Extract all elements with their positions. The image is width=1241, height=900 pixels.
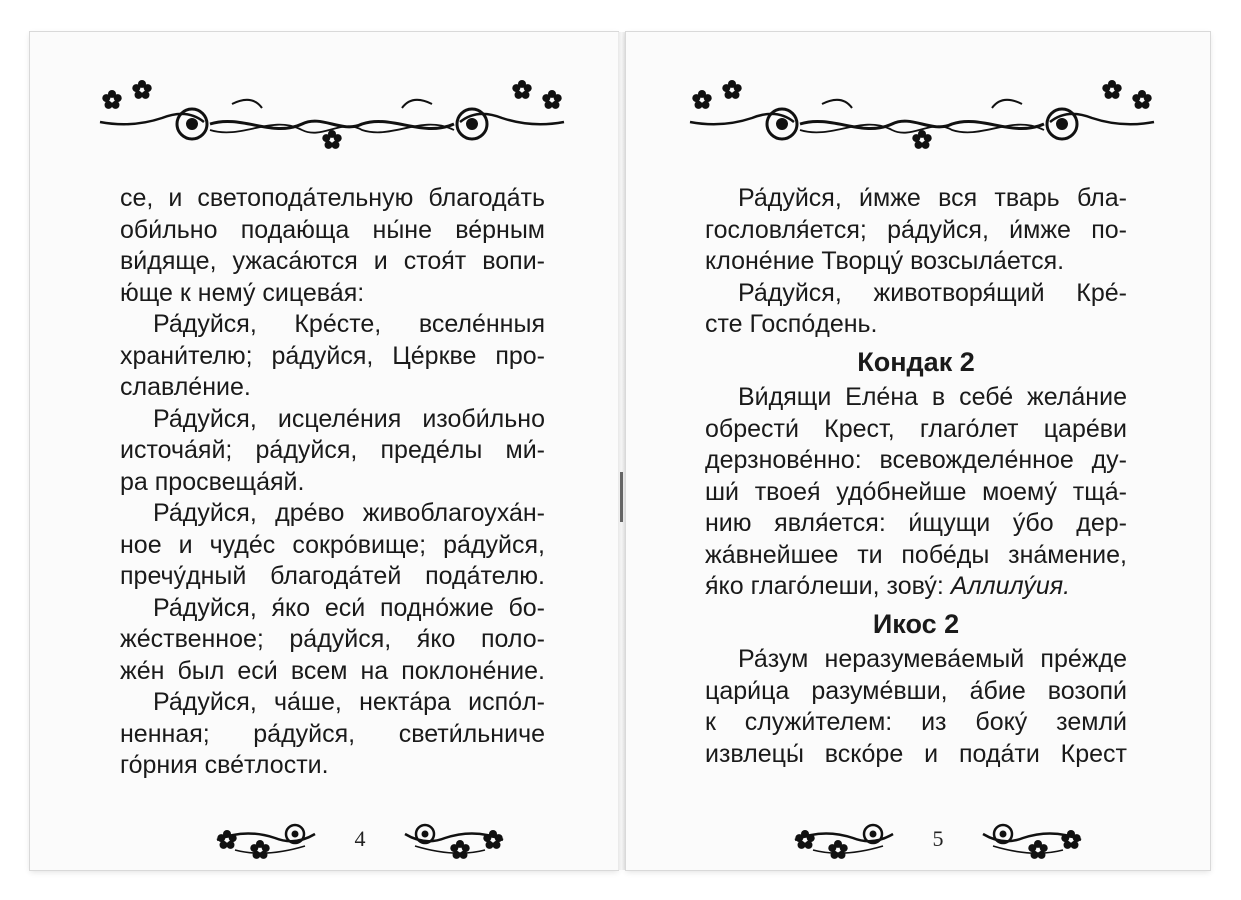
scroll-flourish-icon <box>215 820 330 860</box>
text-line: славле́ние. <box>120 373 251 401</box>
scroll-flourish-icon <box>390 820 505 860</box>
text-line: оби́льно подаю́ща ны́не ве́рным <box>120 215 545 244</box>
alleluia-text: Аллилу́ия. <box>950 572 1071 600</box>
left-page-text <box>120 183 545 782</box>
page-footer <box>793 820 1093 860</box>
scroll-flourish-icon <box>968 820 1083 860</box>
section-heading-ikos: Икос 2 <box>872 608 960 639</box>
text-line: Ра́дуйся, исцеле́ния изоби́льно <box>153 404 545 433</box>
scroll-flourish-icon <box>793 820 908 860</box>
text-line: Ра́дуйся, Кре́сте, вселе́нныя <box>153 310 545 338</box>
right-page-text <box>705 183 1127 770</box>
text-line: се, и светопода́тельную благода́ть <box>120 184 545 212</box>
text-line: Ра́дуйся, ча́ше, некта́ра испо́л- <box>153 688 545 716</box>
text-line: пречу́дный благода́тей пода́телю. <box>120 562 545 590</box>
text-line <box>705 571 1127 603</box>
text-line: к служи́телем: из боку́ земли́ <box>705 708 1127 736</box>
page-footer <box>215 820 515 860</box>
text-line: сте Госпо́день. <box>705 310 878 338</box>
text-line: ю́ще к нему́ сицева́я: <box>120 278 365 307</box>
text-line: же́ственное; ра́дуйся, я́ко поло- <box>120 625 545 653</box>
text-line: гословля́ется; ра́дуйся, и́мже по- <box>705 215 1127 244</box>
text-line: дерзнове́нно: всевожделе́нное ду- <box>705 446 1127 474</box>
text-fragment: я́ко глаго́леши, зову́: <box>705 572 951 600</box>
text-line: го́рния све́тлости. <box>120 751 329 779</box>
right-page <box>626 32 1210 870</box>
text-line: Ра́дуйся, дре́во живоблагоуха́н- <box>153 499 545 527</box>
text-line: извлецы́ вско́ре и пода́ти Крест <box>705 739 1127 768</box>
page-number: 4 <box>354 826 366 851</box>
text-line: Ра́дуйся, я́ко еси́ подно́жие бо- <box>153 593 545 622</box>
floral-ornament-icon <box>92 78 572 150</box>
floral-ornament-icon <box>682 78 1162 150</box>
text-line: источа́яй; ра́дуйся, преде́лы ми́- <box>120 436 545 464</box>
text-line: ви́дяще, ужаса́ются и стоя́т вопи- <box>120 247 545 275</box>
text-line: ное и чуде́с сокро́вище; ра́дуйся, <box>120 530 545 559</box>
left-page <box>30 32 618 870</box>
text-line: нию явля́ется: и́щущи у́бо дер- <box>705 509 1127 537</box>
text-line: жа́внейшее ти побе́ды зна́мение, <box>705 540 1127 569</box>
text-line: же́н был еси́ всем на поклоне́ние. <box>120 656 545 685</box>
text-line: Ра́дуйся, и́мже вся тварь бла- <box>738 184 1127 212</box>
text-line: ши́ твоея́ удо́бнейше моему́ тща́- <box>705 477 1127 506</box>
text-line: Ра́дуйся, животворя́щий Кре́- <box>738 278 1127 307</box>
text-line: клоне́ние Творцу́ возсыла́ется. <box>705 247 1065 275</box>
text-line: ненная; ра́дуйся, свети́льниче <box>120 719 545 748</box>
book-gutter <box>618 32 626 870</box>
text-line: цари́ца разуме́вши, а́бие возопи́ <box>705 676 1127 705</box>
text-line: Ра́зум неразумева́емый пре́жде <box>738 645 1127 673</box>
section-heading-kondak: Кондак 2 <box>857 346 975 377</box>
text-line: Ви́дящи Еле́на в себе́ жела́ние <box>738 383 1127 411</box>
text-line: храни́телю; ра́дуйся, Це́ркве про- <box>120 341 545 370</box>
text-line: ра просвеща́яй. <box>120 467 305 496</box>
page-number: 5 <box>932 826 944 851</box>
text-line: обрести́ Крест, глаго́лет царе́ви <box>705 414 1127 443</box>
